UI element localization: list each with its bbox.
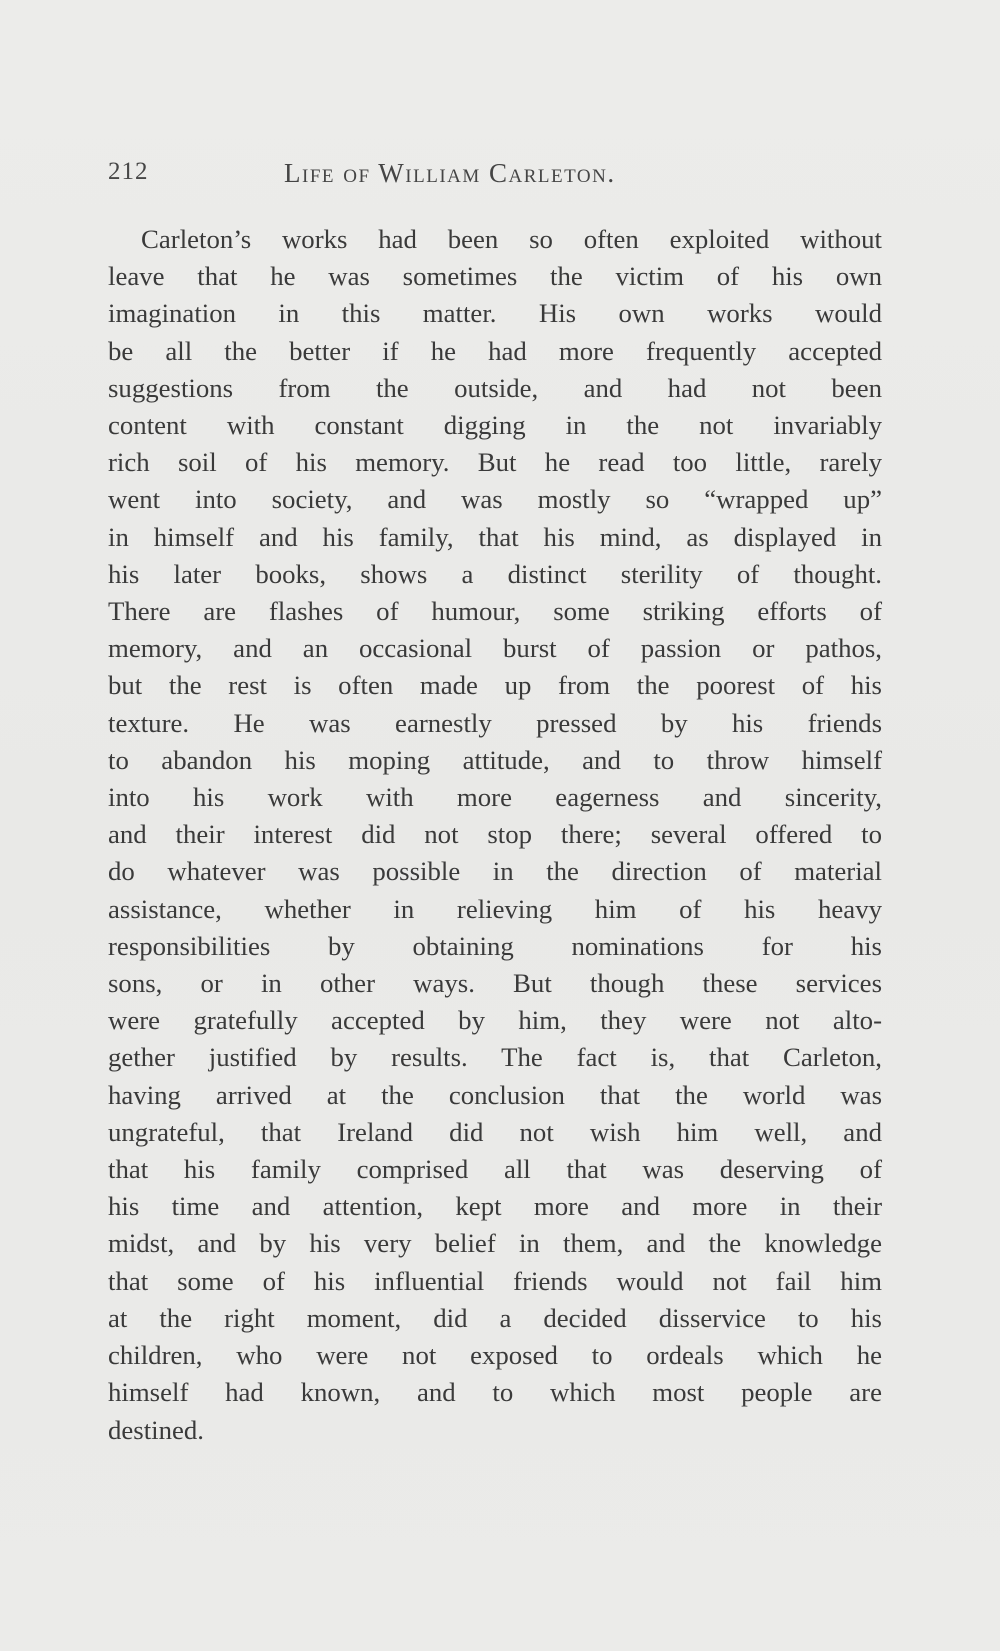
running-title: Life of William Carleton.	[284, 158, 616, 188]
text-line: content with constant digging in the not invariably	[108, 410, 882, 441]
text-line: gether justified by results. The fact is, that Carleton,	[108, 1042, 882, 1073]
text-line: midst, and by his very belief in them, and the knowledge	[108, 1228, 882, 1259]
page-header	[108, 158, 883, 198]
text-line: to abandon his moping attitude, and to throw himself	[108, 744, 882, 775]
text-line: at the right moment, did a decided disservice to his	[108, 1302, 882, 1333]
text-line: that some of his influential friends would not fail him	[108, 1265, 882, 1296]
text-line: but the rest is often made up from the poorest of his	[108, 670, 882, 701]
text-line: were gratefully accepted by him, they were not alto-	[108, 1005, 882, 1036]
text-line: and their interest did not stop there; several offered to	[108, 819, 882, 850]
text-line: destined.	[108, 1414, 205, 1445]
page-number: 212	[108, 158, 149, 185]
text-line: leave that he was sometimes the victim of his own	[108, 261, 882, 292]
text-line: suggestions from the outside, and had not been	[108, 372, 882, 403]
body-paragraph	[108, 221, 882, 1449]
text-line: that his family comprised all that was deserving of	[108, 1154, 882, 1185]
text-line: assistance, whether in relieving him of his heavy	[108, 893, 882, 924]
text-line: himself had known, and to which most people are	[108, 1377, 882, 1408]
text-line: texture. He was earnestly pressed by his friends	[108, 707, 882, 738]
text-line: rich soil of his memory. But he read too little, rarely	[108, 447, 882, 478]
text-line: There are flashes of humour, some striking efforts of	[108, 596, 882, 627]
text-line: be all the better if he had more frequently accepted	[108, 335, 882, 366]
text-line: responsibilities by obtaining nominations for his	[108, 930, 882, 961]
text-line: ungrateful, that Ireland did not wish him well, and	[108, 1116, 882, 1147]
text-line: his later books, shows a distinct sterility of thought.	[108, 558, 882, 589]
text-line: sons, or in other ways. But though these services	[108, 968, 882, 999]
text-line: Carleton’s works had been so often exploited without	[141, 224, 882, 254]
text-line: having arrived at the conclusion that the world was	[108, 1079, 882, 1110]
text-line: children, who were not exposed to ordeals which he	[108, 1340, 882, 1371]
text-line: memory, and an occasional burst of passion or pathos,	[108, 633, 882, 664]
text-line: went into society, and was mostly so “wrapped up”	[108, 484, 882, 515]
text-line: in himself and his family, that his mind, as displayed in	[108, 521, 882, 552]
text-line: into his work with more eagerness and sincerity,	[108, 782, 882, 813]
text-line: imagination in this matter. His own works would	[108, 298, 882, 329]
text-line: do whatever was possible in the direction of material	[108, 856, 882, 887]
text-line: his time and attention, kept more and more in their	[108, 1191, 882, 1222]
